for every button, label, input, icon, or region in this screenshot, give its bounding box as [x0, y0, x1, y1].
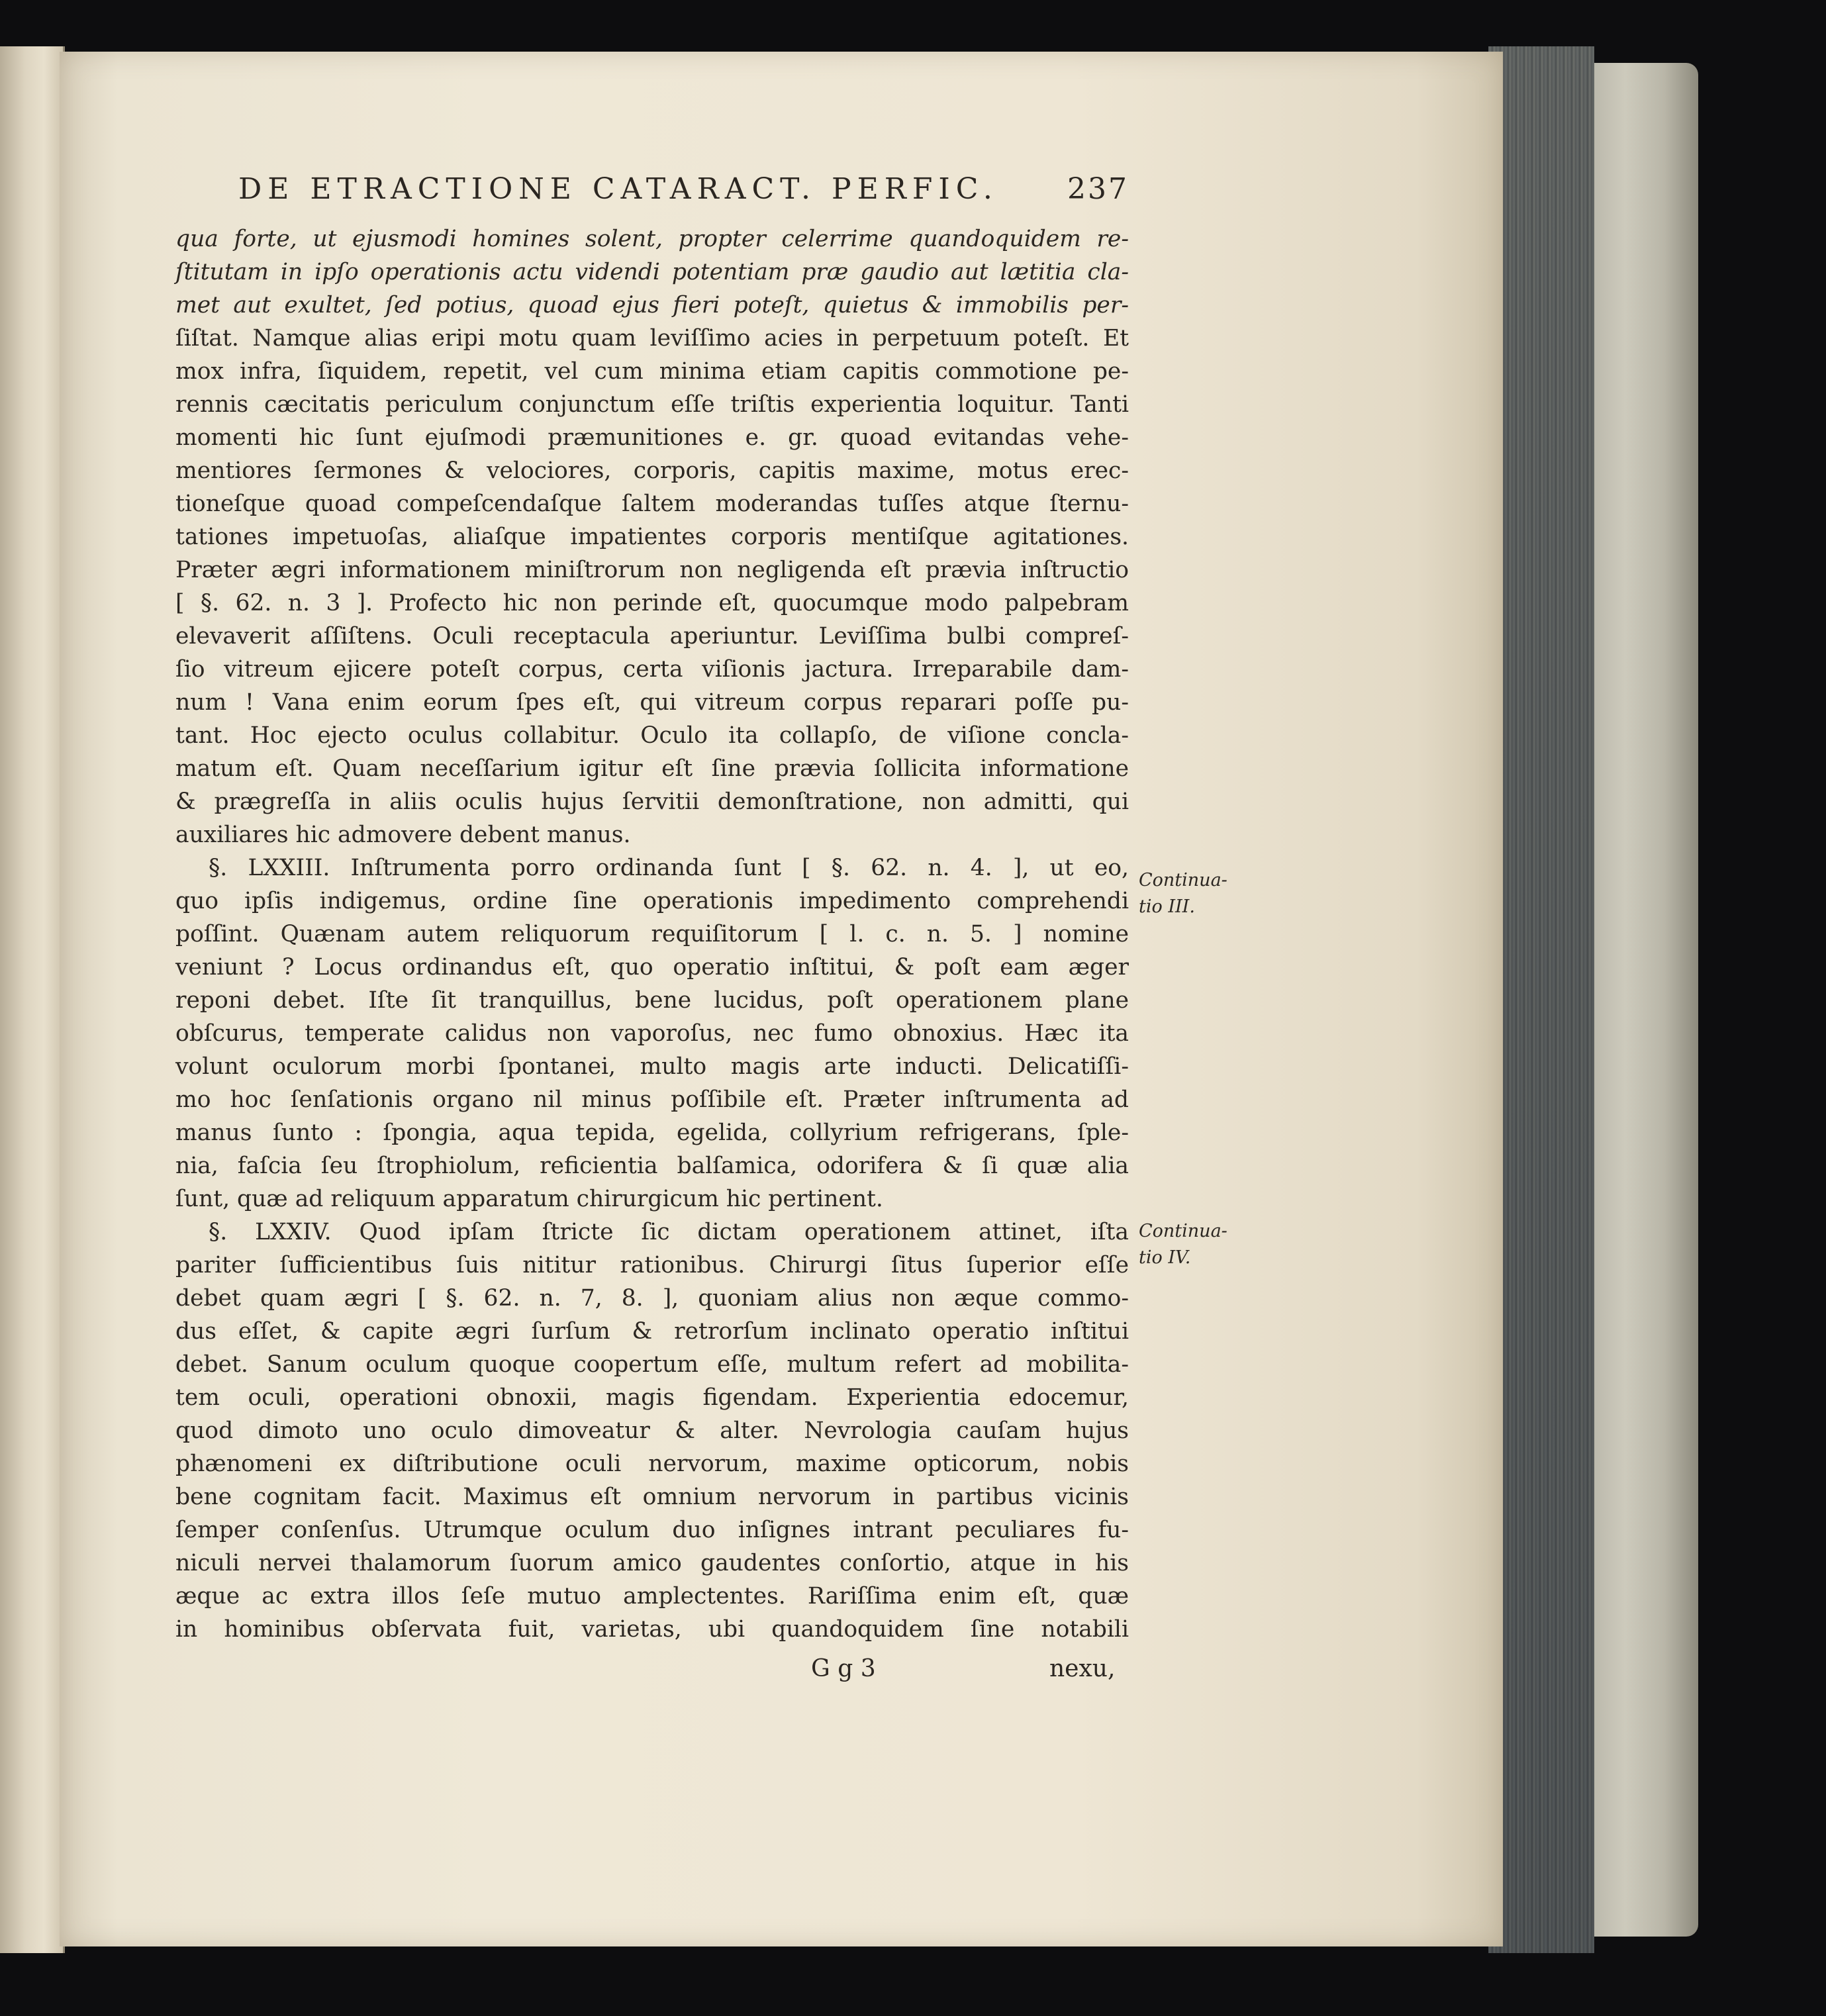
previous-leaf-edge: [0, 46, 65, 1953]
text-line: matum eſt. Quam neceſſarium igitur eſt ſine prævia ſollicita informatione: [175, 755, 1129, 782]
text-line: ſunt, quæ ad reliquum apparatum chirurgicum hic pertinent.: [175, 1186, 883, 1212]
text-line: ſtitutam in ipſo operationis actu videndi potentiam præ gaudio aut lætitia cla-: [175, 259, 1129, 285]
text-line: momenti hic ſunt ejuſmodi præmunitiones e. gr. quoad evitandas vehe-: [175, 424, 1129, 451]
text-line: quod dimoto uno oculo dimoveatur & alter. Nevrologia cauſam hujus: [175, 1417, 1129, 1444]
signature-mark: G g 3: [811, 1655, 876, 1682]
book-cover-edge: [1586, 63, 1698, 1937]
margin-note-continuatio-iii: [1139, 867, 1227, 920]
text-line: qua forte, ut ejusmodi homines solent, propter celerrime quandoquidem re-: [175, 226, 1129, 252]
text-line: ſemper conſenſus. Utrumque oculum duo inſignes intrant peculiares fu-: [175, 1517, 1129, 1543]
running-title: DE ETRACTIONE CATARACT. PERFIC.: [238, 172, 998, 206]
margin-note-line: tio III.: [1139, 896, 1195, 917]
text-line: nia, faſcia ſeu ſtrophiolum, reficientia balſamica, odorifera & ſi quæ alia: [175, 1153, 1129, 1179]
running-head: [238, 172, 1129, 206]
text-line: poſſint. Quænam autem reliquorum requiſitorum [ l. c. n. 5. ] nomine: [175, 921, 1129, 947]
text-line: reponi debet. Iſte ſit tranquillus, bene lucidus, poſt operationem plane: [175, 987, 1129, 1014]
text-line: bene cognitam facit. Maximus eſt omnium nervorum in partibus vicinis: [175, 1484, 1129, 1510]
text-line: niculi nervei thalamorum ſuorum amico gaudentes conſortio, atque in his: [175, 1550, 1129, 1576]
text-line: veniunt ? Locus ordinandus eſt, quo operatio inſtitui, & poſt eam æger: [175, 954, 1129, 981]
margin-note-continuatio-iv: [1139, 1218, 1227, 1271]
text-line: tationes impetuoſas, aliaſque impatientes corporis mentiſque agitationes.: [175, 524, 1129, 550]
text-line: æque ac extra illos ſeſe mutuo amplectentes. Rariſſima enim eſt, quæ: [175, 1583, 1129, 1609]
page-fore-edge: [1488, 46, 1594, 1953]
page-number: 237: [1067, 172, 1129, 206]
margin-note-line: Continua-: [1139, 1221, 1227, 1241]
text-line: mentiores ſermones & velociores, corporis, capitis maxime, motus erec-: [175, 457, 1129, 484]
text-line: manus ſunto : ſpongia, aqua tepida, egelida, collyrium refrigerans, ſple-: [175, 1120, 1129, 1146]
text-line: obſcurus, temperate calidus non vaporoſus, nec fumo obnoxius. Hæc ita: [175, 1020, 1129, 1047]
section-start-line: §. LXXIV. Quod ipſam ſtricte ſic dictam operationem attinet, iſta: [209, 1219, 1129, 1245]
text-line: pariter ſufficientibus ſuis nititur rationibus. Chirurgi ſitus ſuperior eſſe: [175, 1252, 1129, 1278]
text-line: mo hoc ſenſationis organo nil minus poſſibile eſt. Præter inſtrumenta ad: [175, 1086, 1129, 1113]
text-line: [ §. 62. n. 3 ]. Profecto hic non perinde eſt, quocumque modo palpebram: [175, 590, 1129, 616]
text-line: auxiliares hic admovere debent manus.: [175, 822, 631, 848]
text-line: rennis cæcitatis periculum conjunctum eſſe triſtis experientia loquitur. Tanti: [175, 391, 1129, 418]
text-line: tem oculi, operationi obnoxii, magis figendam. Experientia edocemur,: [175, 1384, 1129, 1411]
text-line: volunt oculorum morbi ſpontanei, multo magis arte inducti. Delicatiſſi-: [175, 1053, 1129, 1080]
margin-note-line: Continua-: [1139, 870, 1227, 890]
text-line: met aut exultet, ſed potius, quoad ejus fieri poteſt, quietus & immobilis per-: [175, 292, 1129, 318]
text-line: ſio vitreum ejicere poteſt corpus, certa viſionis jactura. Irreparabile dam-: [175, 656, 1129, 683]
margin-note-line: tio IV.: [1139, 1247, 1191, 1268]
text-line: tant. Hoc ejecto oculus collabitur. Oculo ita collapſo, de viſione concla-: [175, 722, 1129, 749]
text-line: dus eſſet, & capite ægri ſurſum & retrorſum inclinato operatio inſtitui: [175, 1318, 1129, 1345]
text-line: mox infra, ſiquidem, repetit, vel cum minima etiam capitis commotione pe-: [175, 358, 1129, 385]
text-line: tioneſque quoad compeſcendaſque ſaltem moderandas tuſſes atque ſternu-: [175, 491, 1129, 517]
catchword: nexu,: [1049, 1655, 1116, 1682]
text-line: in hominibus obſervata fuit, varietas, ubi quandoquidem ſine notabili: [175, 1616, 1129, 1643]
text-line: phænomeni ex diſtributione oculi nervorum, maxime opticorum, nobis: [175, 1451, 1129, 1477]
text-line: num ! Vana enim eorum ſpes eſt, qui vitreum corpus reparari poſſe pu-: [175, 689, 1129, 716]
text-line: debet. Sanum oculum quoque coopertum eſſe, multum refert ad mobilita-: [175, 1351, 1129, 1378]
text-line: ſiſtat. Namque alias eripi motu quam leviſſimo acies in perpetuum poteſt. Et: [175, 325, 1129, 352]
section-start-line: §. LXXIII. Inſtrumenta porro ordinanda ſunt [ §. 62. n. 4. ], ut eo,: [209, 855, 1129, 881]
text-line: elevaverit aſſiſtens. Oculi receptacula aperiuntur. Leviſſima bulbi compreſ-: [175, 623, 1129, 649]
text-line: & prægreſſa in aliis oculis hujus ſervitii demonſtratione, non admitti, qui: [175, 789, 1129, 815]
text-line: debet quam ægri [ §. 62. n. 7, 8. ], quoniam alius non æque commo-: [175, 1285, 1129, 1312]
text-line: Præter ægri informationem miniſtrorum non negligenda eſt prævia inſtructio: [175, 557, 1129, 583]
text-line: quo ipſis indigemus, ordine ſine operationis impedimento comprehendi: [175, 888, 1129, 914]
